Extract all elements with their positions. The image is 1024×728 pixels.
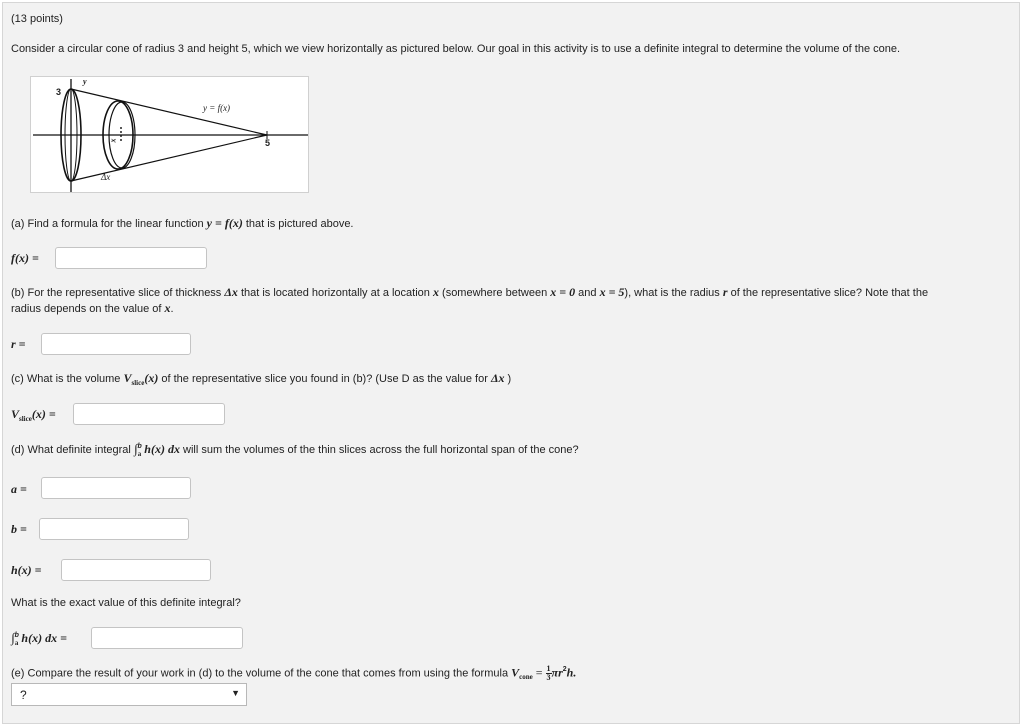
part-a-prompt	[11, 216, 354, 231]
part-d-prompt	[11, 441, 579, 457]
h-x-input[interactable]	[61, 559, 211, 581]
part-b-x5: x = 5	[599, 285, 625, 299]
part-e-square: 2	[562, 666, 567, 674]
part-c-text: (c) What is the volume	[11, 373, 124, 385]
radius-input[interactable]	[41, 333, 191, 355]
x-slice-label: x	[108, 138, 118, 143]
part-d-integral-sign: ∫	[133, 441, 138, 456]
part-d-suffix: will sum the volumes of the thin slices across the full horizontal span of the cone?	[179, 444, 579, 456]
part-b-delta: Δx	[224, 285, 238, 299]
part-b-line2-text: radius depends on the value of	[11, 303, 165, 315]
exact-integral-sign: ∫	[11, 630, 15, 645]
cone-figure	[30, 76, 309, 193]
part-c-delta: Δx	[490, 371, 505, 385]
v-slice-input[interactable]	[73, 403, 225, 425]
exact-value-question: What is the exact value of this definite integral?	[11, 597, 241, 609]
part-c-label-sub: slice	[19, 415, 32, 423]
part-b-x0: x = 0	[550, 285, 576, 299]
part-b-line2-end: .	[170, 303, 174, 315]
part-e-pi-r: πr	[551, 665, 563, 680]
part-a-text: (a) Find a formula for the linear function	[11, 218, 207, 230]
exact-integrand: h(x) dx =	[21, 631, 67, 645]
radius-tick-label: 3	[56, 87, 62, 97]
part-e-v: V	[511, 665, 520, 680]
question-panel	[2, 2, 1020, 724]
part-a-suffix: that is pictured above.	[242, 218, 354, 230]
b-input[interactable]	[39, 518, 189, 540]
part-b-answer-label: r =	[11, 337, 26, 351]
cone-diagram	[31, 77, 310, 194]
part-b-text-c: (somewhere between	[438, 287, 551, 299]
part-b-prompt-line2	[11, 301, 174, 316]
part-e-frac-num: 1	[546, 664, 551, 673]
part-c-v-sub: slice	[131, 379, 145, 387]
points-label: (13 points)	[11, 13, 63, 25]
exact-value-input[interactable]	[91, 627, 243, 649]
h-answer-label: h(x) =	[11, 563, 42, 577]
a-input[interactable]	[41, 477, 191, 499]
y-axis-label: y	[83, 77, 87, 86]
part-b-text-b: that is located horizontally at a location	[237, 287, 433, 299]
f-x-input[interactable]	[55, 247, 207, 269]
part-c-arg: (x)	[144, 371, 159, 385]
a-answer-label: a =	[11, 482, 27, 496]
part-e-v-sub: cone	[519, 673, 533, 682]
comparison-select-value: ?	[20, 688, 27, 702]
part-b-text-a: (b) For the representative slice of thickness	[11, 287, 225, 299]
chevron-down-icon: ▼	[231, 688, 240, 698]
part-d-upper-limit: b	[137, 443, 142, 450]
part-e-prompt	[11, 665, 576, 682]
part-c-mid: of the representative slice you found in (b)? (Use D as the value for	[158, 373, 491, 385]
part-e-frac-den: 3	[546, 673, 551, 682]
part-b-line2-x: x	[164, 301, 171, 315]
height-tick-label: 5	[265, 138, 271, 148]
part-b-text-d: ), what is the radius	[624, 287, 723, 299]
part-a-math: y = f(x)	[206, 216, 243, 230]
exact-value-label	[11, 630, 67, 646]
part-b-and: and	[575, 287, 600, 299]
part-c-answer-label	[11, 407, 56, 422]
part-e-equals: =	[532, 665, 546, 680]
part-c-suffix: )	[504, 373, 512, 385]
exact-upper-limit: b	[14, 632, 19, 639]
part-a-answer-label: f(x) =	[11, 251, 39, 265]
function-label: y = f(x)	[203, 103, 231, 113]
part-e-h: h.	[566, 665, 577, 680]
part-c-v: V	[123, 371, 132, 385]
part-d-lower-limit: a	[137, 450, 142, 458]
part-b-prompt-line1	[11, 285, 928, 300]
part-c-prompt	[11, 371, 511, 386]
part-e-text: (e) Compare the result of your work in (d) to the volume of the cone that comes from using the formula	[11, 667, 512, 680]
part-b-r: r	[722, 285, 728, 299]
delta-x-label: Δx	[101, 172, 111, 182]
part-b-text-e: of the representative slice? Note that the	[727, 287, 929, 299]
part-c-label-v: V	[11, 407, 20, 421]
part-c-label-rest: (x) =	[31, 407, 56, 421]
intro-text: Consider a circular cone of radius 3 and height 5, which we view horizontally as pictured below. Our goal in this activity is to use a definite integral to determine the volume of the cone.	[11, 43, 901, 55]
part-d-integrand: h(x) dx	[144, 442, 180, 456]
cone-top-edge	[71, 89, 267, 135]
part-b-x: x	[432, 285, 439, 299]
exact-lower-limit: a	[14, 639, 19, 647]
b-answer-label: b =	[11, 522, 27, 536]
comparison-select[interactable]	[11, 683, 247, 706]
part-d-text: (d) What definite integral	[11, 444, 134, 456]
